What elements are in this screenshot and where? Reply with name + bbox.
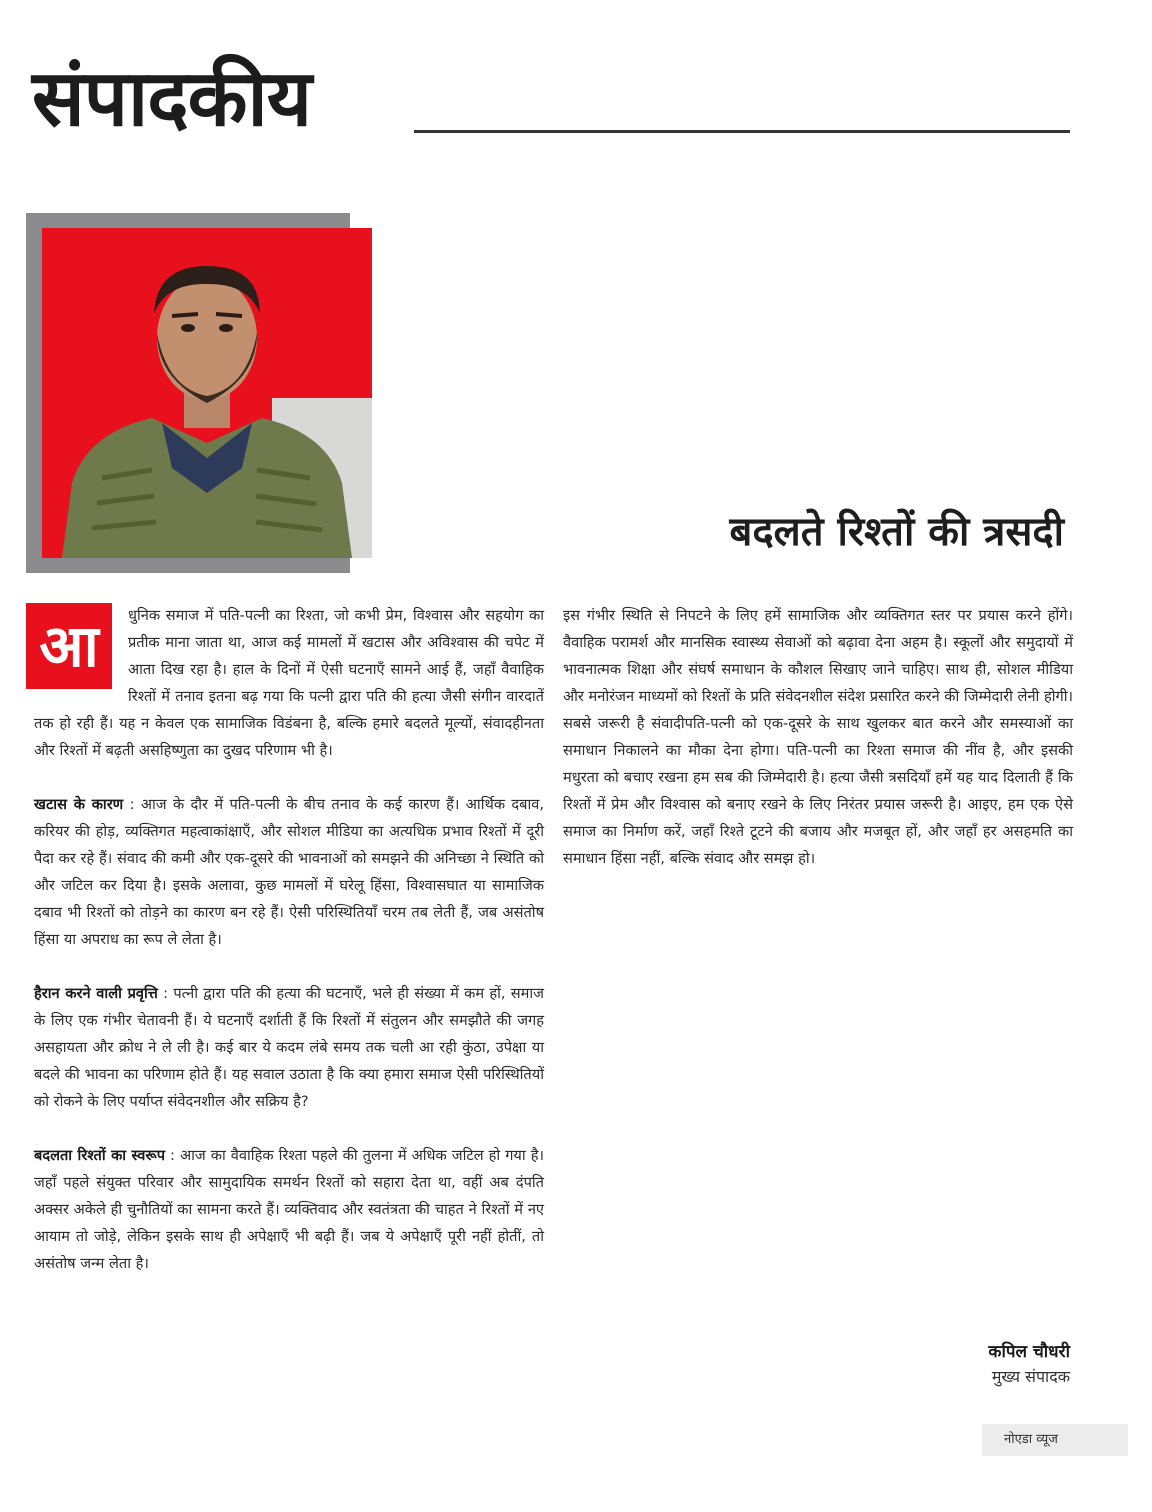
author-role: मुख्य संपादक (991, 1367, 1070, 1386)
masthead-title: संपादकीय (32, 54, 311, 144)
footer-publication-name: नोएडा व्यूज (982, 1424, 1128, 1456)
section-lead: हैरान करने वाली प्रवृत्ति (34, 985, 158, 1002)
intro-text: धुनिक समाज में पति-पत्नी का रिश्ता, जो कभी प्रेम, विश्वास और सहयोग का प्रतीक माना जाता था, आज कई मामलों में खटास और अविश्वास की चपेट में आता दिख रहा है। हाल के दिनों में ऐसी घटनाएँ सामने आई हैं, जहाँ वैवाहिक रिश्तों में तनाव इतना बढ़ गया कि पत्नी द्वारा पति की हत्या जैसी संगीन वारदातें तक हो रही हैं। यह न केवल एक सामाजिक विडंबना है, बल्कि हमारे बदलते मूल्यों, संवादहीनता और रिश्तों में बढ़ती असहिष्णुता का दुखद परिणाम भी है। (34, 607, 544, 759)
section-lead: खटास के कारण (34, 796, 124, 813)
section-paragraph (34, 791, 544, 953)
dropcap: आ (26, 603, 112, 689)
section-paragraph (34, 1142, 544, 1277)
article-column-right (563, 602, 1073, 872)
section-text: : आज का वैवाहिक रिश्ता पहले की तुलना में अधिक जटिल हो गया है। जहाँ पहले संयुक्त परिवार और सामुदायिक समर्थन रिश्तों को सहारा देता था, वहीं अब दंपति अक्सर अकेले ही चुनौतियों का सामना करते हैं। व्यक्तिवाद और स्वतंत्रता की चाहत ने रिश्तों में नए आयाम तो जोड़े, लेकिन इसके साथ ही अपेक्षाएँ भी बढ़ी हैं। जब ये अपेक्षाएँ पूरी नहीं होतीं, तो असंतोष जन्म लेता है। (34, 1147, 544, 1272)
intro-paragraph (34, 602, 544, 764)
section-text: : आज के दौर में पति-पत्नी के बीच तनाव के कई कारण हैं। आर्थिक दबाव, करियर की होड़, व्यक्तिगत महत्वाकांक्षाएँ, और सोशल मीडिया का अत्यधिक प्रभाव रिश्तों में दूरी पैदा कर रहे हैं। संवाद की कमी और एक-दूसरे की भावनाओं को समझने की अनिच्छा ने स्थिति को और जटिल कर दिया है। इसके अलावा, कुछ मामलों में घरेलू हिंसा, विश्वासघात या सामाजिक दबाव भी रिश्तों को तोड़ने का कारण बन रहे हैं। ऐसी परिस्थितियाँ चरम तब लेती हैं, जब असंतोष हिंसा या अपराध का रूप ले लेता है। (34, 796, 544, 948)
author-portrait-illustration (42, 228, 372, 558)
article-headline: बदलते रिश्तों की त्रसदी (729, 509, 1064, 555)
section-paragraph (34, 980, 544, 1115)
masthead-rule (414, 130, 1070, 133)
conclusion-paragraph: इस गंभीर स्थिति से निपटने के लिए हमें सामाजिक और व्यक्तिगत स्तर पर प्रयास करने होंगे। वैवाहिक परामर्श और मानसिक स्वास्थ्य सेवाओं को बढ़ावा देना अहम है। स्कूलों और समुदायों में भावनात्मक शिक्षा और संघर्ष समाधान के कौशल सिखाए जाने चाहिए। साथ ही, सोशल मीडिया और मनोरंजन माध्यमों को रिश्तों के प्रति संवेदनशील संदेश प्रसारित करने की जिम्मेदारी लेनी होगी। सबसे जरूरी है संवादीपति-पत्नी को एक-दूसरे के साथ खुलकर बात करने और समस्याओं का समाधान निकालने का मौका देना होगा। पति-पत्नी का रिश्ता समाज की नींव है, और इसकी मधुरता को बचाए रखना हम सब की जिम्मेदारी है। हत्या जैसी त्रसदियाँ हमें यह याद दिलाती हैं कि रिश्तों में प्रेम और विश्वास को बनाए रखने के लिए निरंतर प्रयास जरूरी है। आइए, हम एक ऐसे समाज का निर्माण करें, जहाँ रिश्ते टूटने की बजाय और मजबूत हों, और जहाँ हर असहमति का समाधान हिंसा नहीं, बल्कि संवाद और समझ हो। (563, 607, 1074, 867)
article-column-left (34, 602, 544, 1277)
section-lead: बदलता रिश्तों का स्वरूप (34, 1147, 165, 1164)
section-text: : पत्नी द्वारा पति की हत्या की घटनाएँ, भले ही संख्या में कम हों, समाज के लिए एक गंभीर चेतावनी हैं। ये घटनाएँ दर्शाती हैं कि रिश्तों में संतुलन और समझौते की जगह असहायता और क्रोध ने ले ली है। कई बार ये कदम लंबे समय तक चली आ रही कुंठा, उपेक्षा या बदले की भावना का परिणाम होते हैं। यह सवाल उठाता है कि क्या हमारा समाज ऐसी परिस्थितियों को रोकने के लिए पर्याप्त संवेदनशील और सक्रिय है? (34, 985, 545, 1110)
author-name: कपिल चौधरी (988, 1342, 1070, 1362)
author-photo (42, 228, 372, 558)
signature-block (988, 1339, 1070, 1389)
